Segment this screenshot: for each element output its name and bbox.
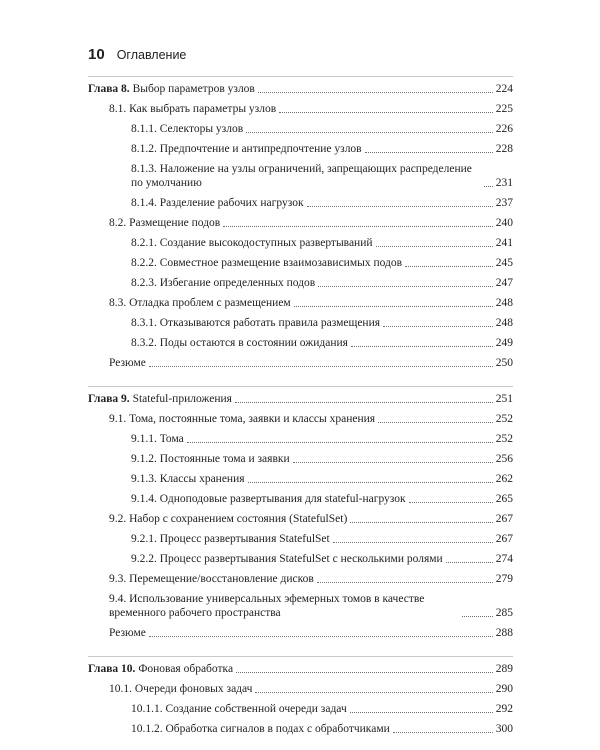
summary-entry[interactable] [88,626,513,640]
dot-leader [393,732,493,733]
entry-title: 9.1. Тома, постоянные тома, заявки и классы хранения [109,413,376,425]
chapter-heading[interactable] [88,662,513,676]
page-ref: 267 [495,513,513,525]
page-ref: 285 [495,607,513,619]
chapter-title: Выбор параметров узлов [132,83,255,95]
subsection-entry[interactable] [88,162,513,190]
dot-leader [279,112,493,113]
entry-title: 10.1.2. Обработка сигналов в подах с обработчиками [131,723,390,735]
dot-leader [294,306,493,307]
dot-leader [484,186,493,187]
entry-title: 8.2.3. Избегание определенных подов [131,277,316,289]
section-entry[interactable] [88,216,513,230]
dot-leader [317,582,493,583]
chapter-9 [88,386,513,640]
subsection-entry[interactable] [88,532,513,546]
subsection-entry[interactable] [88,432,513,446]
page-ref: 240 [495,217,513,229]
dot-leader [318,286,493,287]
page-ref: 251 [495,393,513,405]
section-entry[interactable] [88,682,513,696]
subsection-entry[interactable] [88,552,513,566]
page-ref: 289 [495,663,513,675]
dot-leader [248,482,493,483]
page-ref: 300 [495,723,513,735]
section-entry[interactable] [88,102,513,116]
page-ref: 252 [495,413,513,425]
section-entry[interactable] [88,592,513,620]
section-entry[interactable] [88,296,513,310]
entry-title: 10.1.1. Создание собственной очереди задач [131,703,347,715]
dot-leader [378,422,493,423]
entry-title: 8.3.1. Отказываются работать правила размещения [131,317,381,329]
subsection-entry[interactable] [88,196,513,210]
entry-title: 9.1.4. Одноподовые развертывания для stateful-нагрузок [131,493,406,505]
subsection-entry[interactable] [88,336,513,350]
page-ref: 226 [495,123,513,135]
entry-title: 9.2.2. Процесс развертывания StatefulSet с несколькими ролями [131,553,443,565]
chapter-prefix: Глава 10. [88,663,136,675]
page-ref: 279 [495,573,513,585]
section-entry[interactable] [88,512,513,526]
running-title: Оглавление [116,48,187,62]
entry-title: Резюме [109,357,146,369]
page-ref: 247 [495,277,513,289]
entry-title: 9.3. Перемещение/восстановление дисков [109,573,314,585]
dot-leader [149,366,493,367]
chapter-prefix: Глава 8. [88,83,130,95]
entry-title: 8.2. Размещение подов [109,217,221,229]
entry-title: 8.3.2. Поды остаются в состоянии ожидания [131,337,348,349]
dot-leader [350,712,493,713]
entry-title: 8.2.1. Создание высокодоступных развертываний [131,237,373,249]
entry-title: 9.1.1. Тома [131,433,184,445]
page-ref: 267 [495,533,513,545]
page-ref: 250 [495,357,513,369]
dot-leader [187,442,493,443]
dot-leader [149,636,493,637]
dot-leader [376,246,493,247]
entry-title: 8.3. Отладка проблем с размещением [109,297,291,309]
page-ref: 274 [495,553,513,565]
dot-leader [293,462,493,463]
page-ref: 265 [495,493,513,505]
page-header [88,46,186,63]
page-ref: 290 [495,683,513,695]
entry-title: 10.1. Очереди фоновых задач [109,683,253,695]
subsection-entry[interactable] [88,236,513,250]
entry-title: Резюме [109,627,146,639]
page-ref: 249 [495,337,513,349]
entry-title: 8.1.4. Разделение рабочих нагрузок [131,197,304,209]
dot-leader [446,562,493,563]
subsection-entry[interactable] [88,702,513,716]
page-ref: 228 [495,143,513,155]
page-ref: 248 [495,317,513,329]
page-ref: 252 [495,433,513,445]
page-ref: 224 [495,83,513,95]
entry-title: 8.1.2. Предпочтение и антипредпочтение узлов [131,143,362,155]
dot-leader [255,692,492,693]
entry-title: 8.1.3. Наложение на узлы ограничений, запрещающих распределение по умолчанию [131,163,472,189]
page-ref: 237 [495,197,513,209]
page-ref: 245 [495,257,513,269]
entry-title: 9.4. Использование универсальных эфемерных томов в качестве временного рабочего пространства [109,593,425,619]
chapter-heading[interactable] [88,82,513,96]
chapter-10 [88,656,513,736]
dot-leader [223,226,493,227]
section-entry[interactable] [88,572,513,586]
section-entry[interactable] [88,412,513,426]
subsection-entry[interactable] [88,492,513,506]
dot-leader [333,542,493,543]
subsection-entry[interactable] [88,316,513,330]
dot-leader [258,92,493,93]
subsection-entry[interactable] [88,142,513,156]
entry-title: 8.1.1. Селекторы узлов [131,123,244,135]
entry-title: 9.1.3. Классы хранения [131,473,245,485]
page-ref: 241 [495,237,513,249]
chapter-8 [88,76,513,370]
page-ref: 292 [495,703,513,715]
subsection-entry[interactable] [88,256,513,270]
chapter-title: Фоновая обработка [138,663,234,675]
summary-entry[interactable] [88,356,513,370]
chapter-title: Stateful-приложения [132,393,232,405]
dot-leader [236,672,493,673]
dot-leader [307,206,493,207]
subsection-entry[interactable] [88,452,513,466]
entry-title: 9.2.1. Процесс развертывания StatefulSet [131,533,330,545]
entry-title: 8.1. Как выбрать параметры узлов [109,103,277,115]
dot-leader [235,402,493,403]
dot-leader [383,326,493,327]
subsection-entry[interactable] [88,122,513,136]
dot-leader [405,266,493,267]
page-ref: 231 [495,177,513,189]
entry-title: 8.2.2. Совместное размещение взаимозависимых подов [131,257,403,269]
table-of-contents [88,76,513,736]
chapter-prefix: Глава 9. [88,393,130,405]
page-ref: 248 [495,297,513,309]
chapter-heading[interactable] [88,392,513,406]
dot-leader [365,152,493,153]
page-ref: 256 [495,453,513,465]
dot-leader [462,616,493,617]
dot-leader [246,132,493,133]
entry-title: 9.1.2. Постоянные тома и заявки [131,453,290,465]
page-ref: 225 [495,103,513,115]
subsection-entry[interactable] [88,722,513,736]
entry-title: 9.2. Набор с сохранением состояния (StatefulSet) [109,513,348,525]
dot-leader [350,522,492,523]
subsection-entry[interactable] [88,472,513,486]
dot-leader [409,502,493,503]
page-ref: 288 [495,627,513,639]
subsection-entry[interactable] [88,276,513,290]
dot-leader [351,346,493,347]
page-ref: 262 [495,473,513,485]
page-number: 10 [88,46,105,63]
